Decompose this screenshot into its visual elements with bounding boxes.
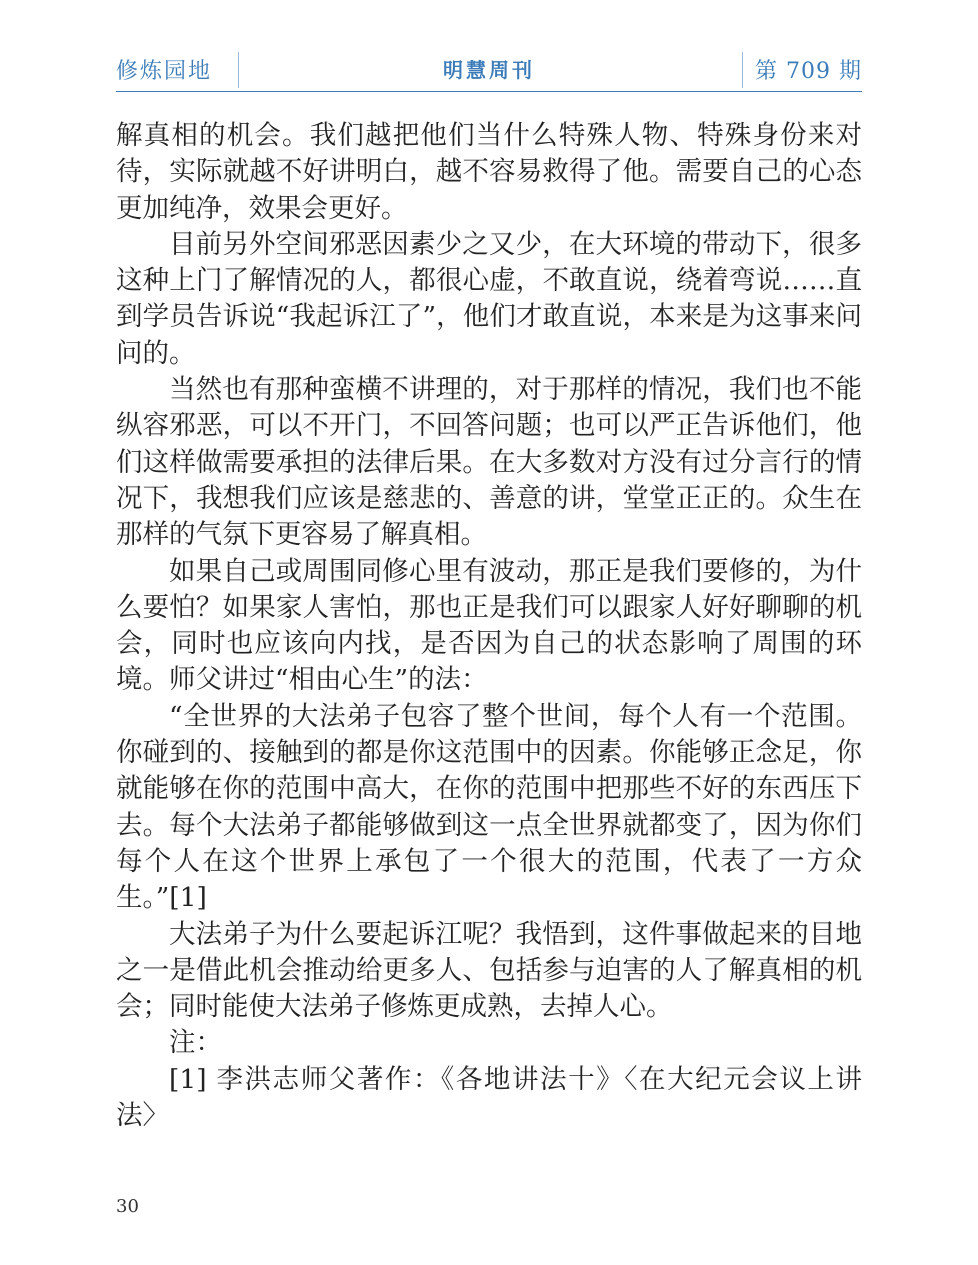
- header-divider-right: [742, 52, 743, 88]
- issue-number: 第 709 期: [755, 59, 862, 84]
- paragraph-2: 目前另外空间邪恶因素少之又少，在大环境的带动下，很多这种上门了解情况的人，都很心虚，不敢直说，绕着弯说……直到学员告诉说“我起诉江了”，他们才敢直说，本来是为这事来问问的。: [116, 228, 862, 369]
- quotation-paragraph: “全世界的大法弟子包容了整个世间，每个人有一个范围。你碰到的、接触到的都是你这范围中的因素。你能够正念足，你就能够在你的范围中高大，在你的范围中把那些不好的东西压下去。每个大法弟子都能够做到这一点全世界就都变了，因为你们每个人在这个世界上承包了一个很大的范围，代表了一方众生。”[1]: [116, 700, 862, 914]
- paragraph-4: 如果自己或周围同修心里有波动，那正是我们要修的，为什么要怕？如果家人害怕，那也正是我们可以跟家人好好聊聊的机会，同时也应该向内找，是否因为自己的状态影响了周围的环境。师父讲过“相由心生”的法：: [116, 555, 862, 696]
- magazine-title: 明慧周刊: [443, 58, 535, 82]
- page-header: [116, 52, 862, 92]
- paragraph-6: 大法弟子为什么要起诉江呢？我悟到，这件事做起来的目地之一是借此机会推动给更多人、包括参与迫害的人了解真相的机会；同时能使大法弟子修炼更成熟，去掉人心。: [116, 918, 862, 1023]
- article-body: [116, 118, 862, 1134]
- paragraph-3: 当然也有那种蛮横不讲理的，对于那样的情况，我们也不能纵容邪恶，可以不开门，不回答问题；也可以严正告诉他们，他们这样做需要承担的法律后果。在大多数对方没有过分言行的情况下，我想我们应该是慈悲的、善意的讲，堂堂正正的。众生在那样的气氛下更容易了解真相。: [116, 374, 862, 551]
- section-title: 修炼园地: [116, 59, 213, 84]
- page-number: 30: [116, 1196, 139, 1217]
- notes-heading: 注：: [169, 1027, 222, 1059]
- header-rule: [116, 91, 862, 92]
- paragraph-1: 解真相的机会。我们越把他们当什么特殊人物、特殊身份来对待，实际就越不好讲明白，越不容易救得了他。需要自己的心态更加纯净，效果会更好。: [116, 120, 862, 224]
- footnote-1: [1] 李洪志师父著作：《各地讲法十》〈在大纪元会议上讲法〉: [116, 1063, 862, 1132]
